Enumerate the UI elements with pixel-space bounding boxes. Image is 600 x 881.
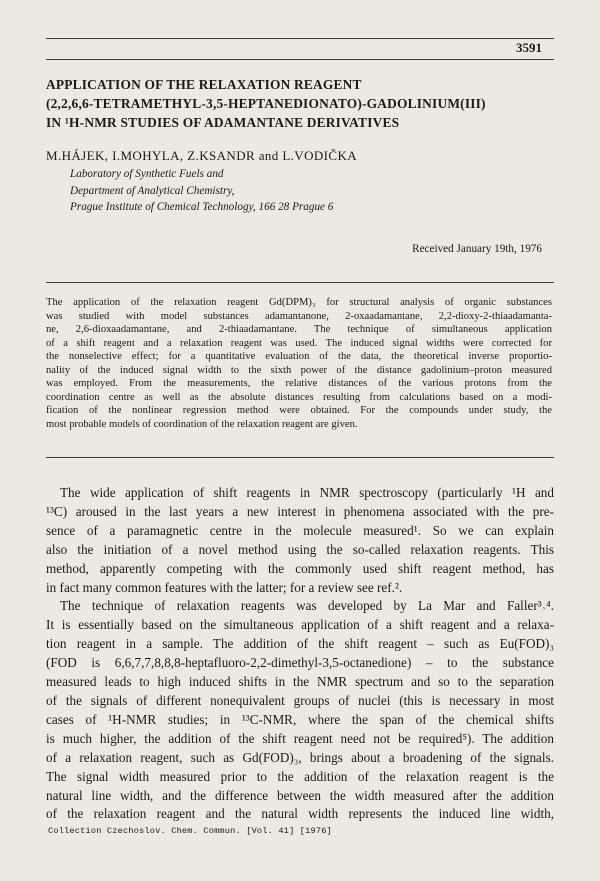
abstract-line: fication of the nonlinear regression method were obtained. For the compounds under study, the bbox=[46, 405, 552, 416]
body-line: tion reagent in a sample. The addition of the shift reagent – such as Eu(FOD)₃ bbox=[46, 636, 554, 652]
body-line: of the signals of different nonequivalent groups of nuclei (this is necessary in most bbox=[46, 692, 554, 708]
body-line: (FOD is 6,6,7,7,8,8,8-heptafluoro-2,2-dimethyl-3,5-octanedione) – to the substance bbox=[46, 655, 554, 671]
abstract-line: nality of the induced signal width to the sixth power of the distance gadolinium–proton measured bbox=[46, 364, 552, 376]
journal-footer: Collection Czechoslov. Chem. Commun. [Vol. 41] [1976] bbox=[48, 826, 332, 836]
title-line: APPLICATION OF THE RELAXATION REAGENT bbox=[46, 77, 362, 92]
header-rule bbox=[46, 59, 554, 60]
title-line: IN ¹H-NMR STUDIES OF ADAMANTANE DERIVATIVES bbox=[46, 115, 400, 130]
body-line: cases of ¹H-NMR studies; in ¹³C-NMR, where the span of the chemical shifts bbox=[46, 711, 554, 727]
body-text bbox=[46, 484, 554, 824]
abstract-line: was studied with model substances adamantanone, 2-oxaadamantane, 2,2-dioxy-2-thiaadamanta- bbox=[46, 310, 552, 322]
abstract-line: was employed. From the measurements, the relative distances of the various protons from the bbox=[46, 378, 552, 389]
abstract-line: the nonselective effect; for a quantitative evaluation of the data, the theoretical inverse proportio- bbox=[46, 351, 552, 362]
body-line: in fact many common features with the latter; for a review see ref.². bbox=[46, 579, 403, 595]
title-line: (2,2,6,6-TETRAMETHYL-3,5-HEPTANEDIONATO)-GADOLINIUM(III) bbox=[46, 96, 486, 111]
body-line: of the relaxation reagent and the natural width represents the induced line width, bbox=[46, 806, 554, 822]
received-date: Received January 19th, 1976 bbox=[412, 243, 542, 255]
body-line: of a relaxation reagent, such as Gd(FOD)₃, brings about a broadening of the signals. bbox=[46, 749, 554, 765]
abstract-line: most probable models of coordination of the relaxation reagent are given. bbox=[46, 418, 358, 430]
abstract-line: coordination centre as well as the absolute distances resulting from calculations based on a modi- bbox=[46, 391, 552, 403]
abstract-bottom-rule bbox=[46, 457, 554, 458]
abstract-top-rule bbox=[46, 282, 554, 283]
affiliation-line: Laboratory of Synthetic Fuels and bbox=[70, 168, 224, 180]
body-line: The wide application of shift reagents in NMR spectroscopy (particularly ¹H and bbox=[60, 485, 554, 500]
abstract-line: ne, 2,6-dioxaadamantane, and 2-thiaadamantane. The technique of simultaneous application bbox=[46, 324, 552, 335]
body-line: is much higher, the addition of the shift reagent need not be required⁵). The addition bbox=[46, 730, 554, 746]
article-title bbox=[46, 75, 556, 132]
body-line: also the initiation of a novel method using the so-called relaxation reagents. This bbox=[46, 541, 554, 557]
body-line: measured leads to high induced shifts in the NMR spectrum and so to the separation bbox=[46, 674, 554, 690]
body-line: The technique of relaxation reagents was developed by La Mar and Faller³˒⁴. bbox=[60, 598, 554, 614]
top-rule bbox=[46, 38, 554, 39]
abstract-line: of a shift reagent and a relaxation reagent was used. The induced signal widths were corrected for bbox=[46, 337, 552, 349]
body-line: sence of a paramagnetic centre in the molecule measured¹. So we can explain bbox=[46, 522, 554, 538]
affiliation bbox=[70, 166, 333, 216]
body-line: natural line width, and the difference between the width measured after the addition bbox=[46, 787, 554, 803]
body-line: The signal width measured prior to the addition of the relaxation reagent is the bbox=[46, 768, 554, 784]
affiliation-line: Department of Analytical Chemistry, bbox=[70, 184, 235, 197]
body-line: method, apparently competing with the commonly used shift reagent method, has bbox=[46, 560, 554, 576]
page-number: 3591 bbox=[516, 40, 542, 55]
author-list: M.HÁJEK, I.MOHYLA, Z.KSANDR and L.VODIČKA bbox=[46, 148, 358, 163]
affiliation-line: Prague Institute of Chemical Technology, 166 28 Prague 6 bbox=[70, 201, 334, 213]
body-line: ¹³C) aroused in the last years a new interest in phenomena associated with the pre- bbox=[46, 503, 554, 519]
body-line: It is essentially based on the simultaneous application of a shift reagent and a relaxa- bbox=[46, 617, 554, 633]
abstract-line: The application of the relaxation reagent Gd(DPM)₃ for structural analysis of organic substances bbox=[46, 297, 552, 308]
abstract bbox=[46, 296, 552, 431]
